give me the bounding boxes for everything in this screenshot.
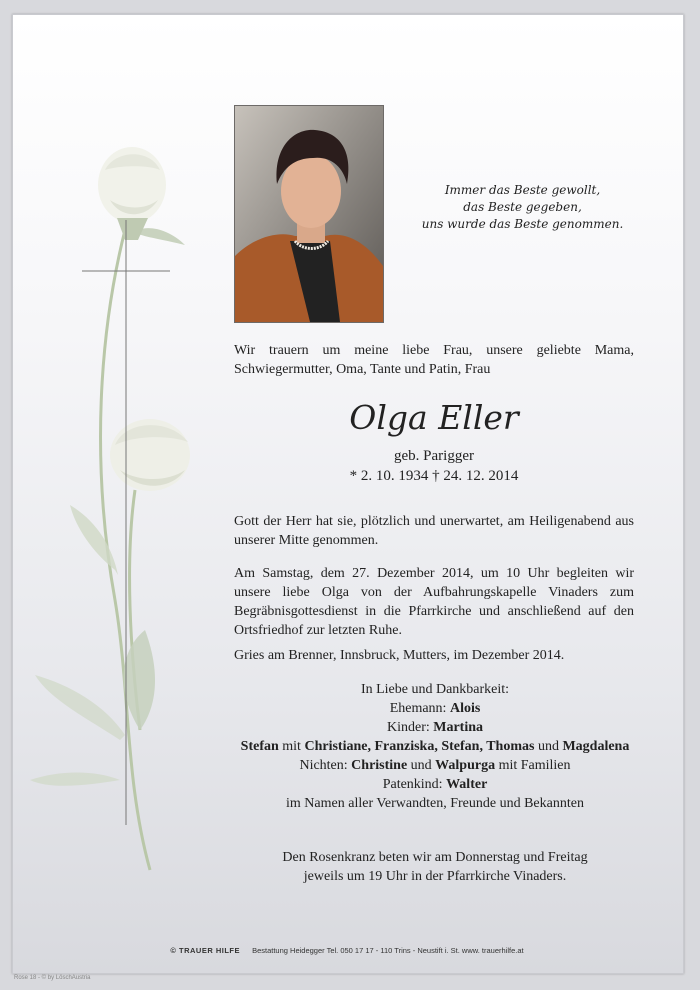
image-credit: Rose 18 - © by LöschAustria: [14, 975, 91, 981]
mourners-list: [200, 680, 670, 813]
thanks-heading: In Liebe und Dankbarkeit:: [360, 682, 510, 697]
family-with: mit: [282, 739, 301, 754]
family-name-c: Magdalena: [562, 739, 630, 754]
paragraph-death: Gott der Herr hat sie, plötzlich und unerwartet, am Heiligenabend aus unserer Mitte genommen.: [234, 514, 634, 548]
closing-line: im Namen aller Verwandten, Freunde und Bekannten: [286, 796, 584, 811]
footer-text: Bestattung Heidegger Tel. 050 17 17 - 110 Trins - Neustift i. St. www. trauerhilfe.at: [252, 946, 524, 955]
paragraph-place-date: Gries am Brenner, Innsbruck, Mutters, im Dezember 2014.: [234, 648, 565, 663]
rosary-notice: [200, 848, 670, 886]
quote-line-1: Immer das Beste gewollt,: [444, 183, 601, 197]
godchild-line: [200, 775, 670, 794]
family-name-a: Stefan: [240, 739, 279, 754]
paragraph-funeral: Am Samstag, dem 27. Dezember 2014, um 10 Uhr begleiten wir unsere liebe Olga von der Aufbahrungskapelle Vinaders zum Begräbnisgottesdienst in die Pfarrkirche und anschließend auf den Ortsfriedhof zur letzten Ruhe.: [234, 566, 634, 638]
husband-name: Alois: [449, 701, 481, 716]
nieces-and: und: [410, 758, 432, 773]
nieces-suffix: mit Familien: [498, 758, 571, 773]
birth-name: geb. Parigger: [394, 448, 474, 464]
family-names-b: Christiane, Franziska, Stefan, Thomas: [304, 739, 535, 754]
husband-label: Ehemann:: [389, 701, 447, 716]
godchild-name: Walter: [446, 777, 488, 792]
niece-name-1: Christine: [351, 758, 408, 773]
children-line: [200, 718, 670, 737]
portrait-photo: [234, 105, 384, 323]
children-label: Kinder:: [386, 720, 430, 735]
quote-line-2: das Beste gegeben,: [463, 200, 582, 214]
rosary-line-1: Den Rosenkranz beten wir am Donnerstag und Freitag: [282, 850, 588, 865]
godchild-label: Patenkind:: [382, 777, 443, 792]
trauerhilfe-logo: © TRAUER HILFE: [170, 946, 240, 955]
quote-line-3: uns wurde das Beste genommen.: [421, 217, 624, 231]
portrait-image: [235, 106, 383, 322]
nieces-label: Nichten:: [299, 758, 348, 773]
memorial-quote: [400, 182, 645, 233]
niece-name-2: Walpurga: [435, 758, 496, 773]
life-dates: * 2. 10. 1934 † 24. 12. 2014: [349, 468, 519, 484]
intro-text: Wir trauern um meine liebe Frau, unsere geliebte Mama, Schwiegermutter, Oma, Tante und Patin, Frau: [234, 343, 634, 377]
family-and: und: [537, 739, 559, 754]
deceased-name: Olga Eller: [349, 398, 519, 437]
children-name: Martina: [433, 720, 484, 735]
rosary-line-2: jeweils um 19 Uhr in der Pfarrkirche Vinaders.: [303, 869, 567, 884]
husband-line: [200, 699, 670, 718]
family-line: [200, 737, 670, 756]
nieces-line: [200, 756, 670, 775]
rose-illustration: [20, 130, 220, 890]
footer: [12, 946, 682, 955]
